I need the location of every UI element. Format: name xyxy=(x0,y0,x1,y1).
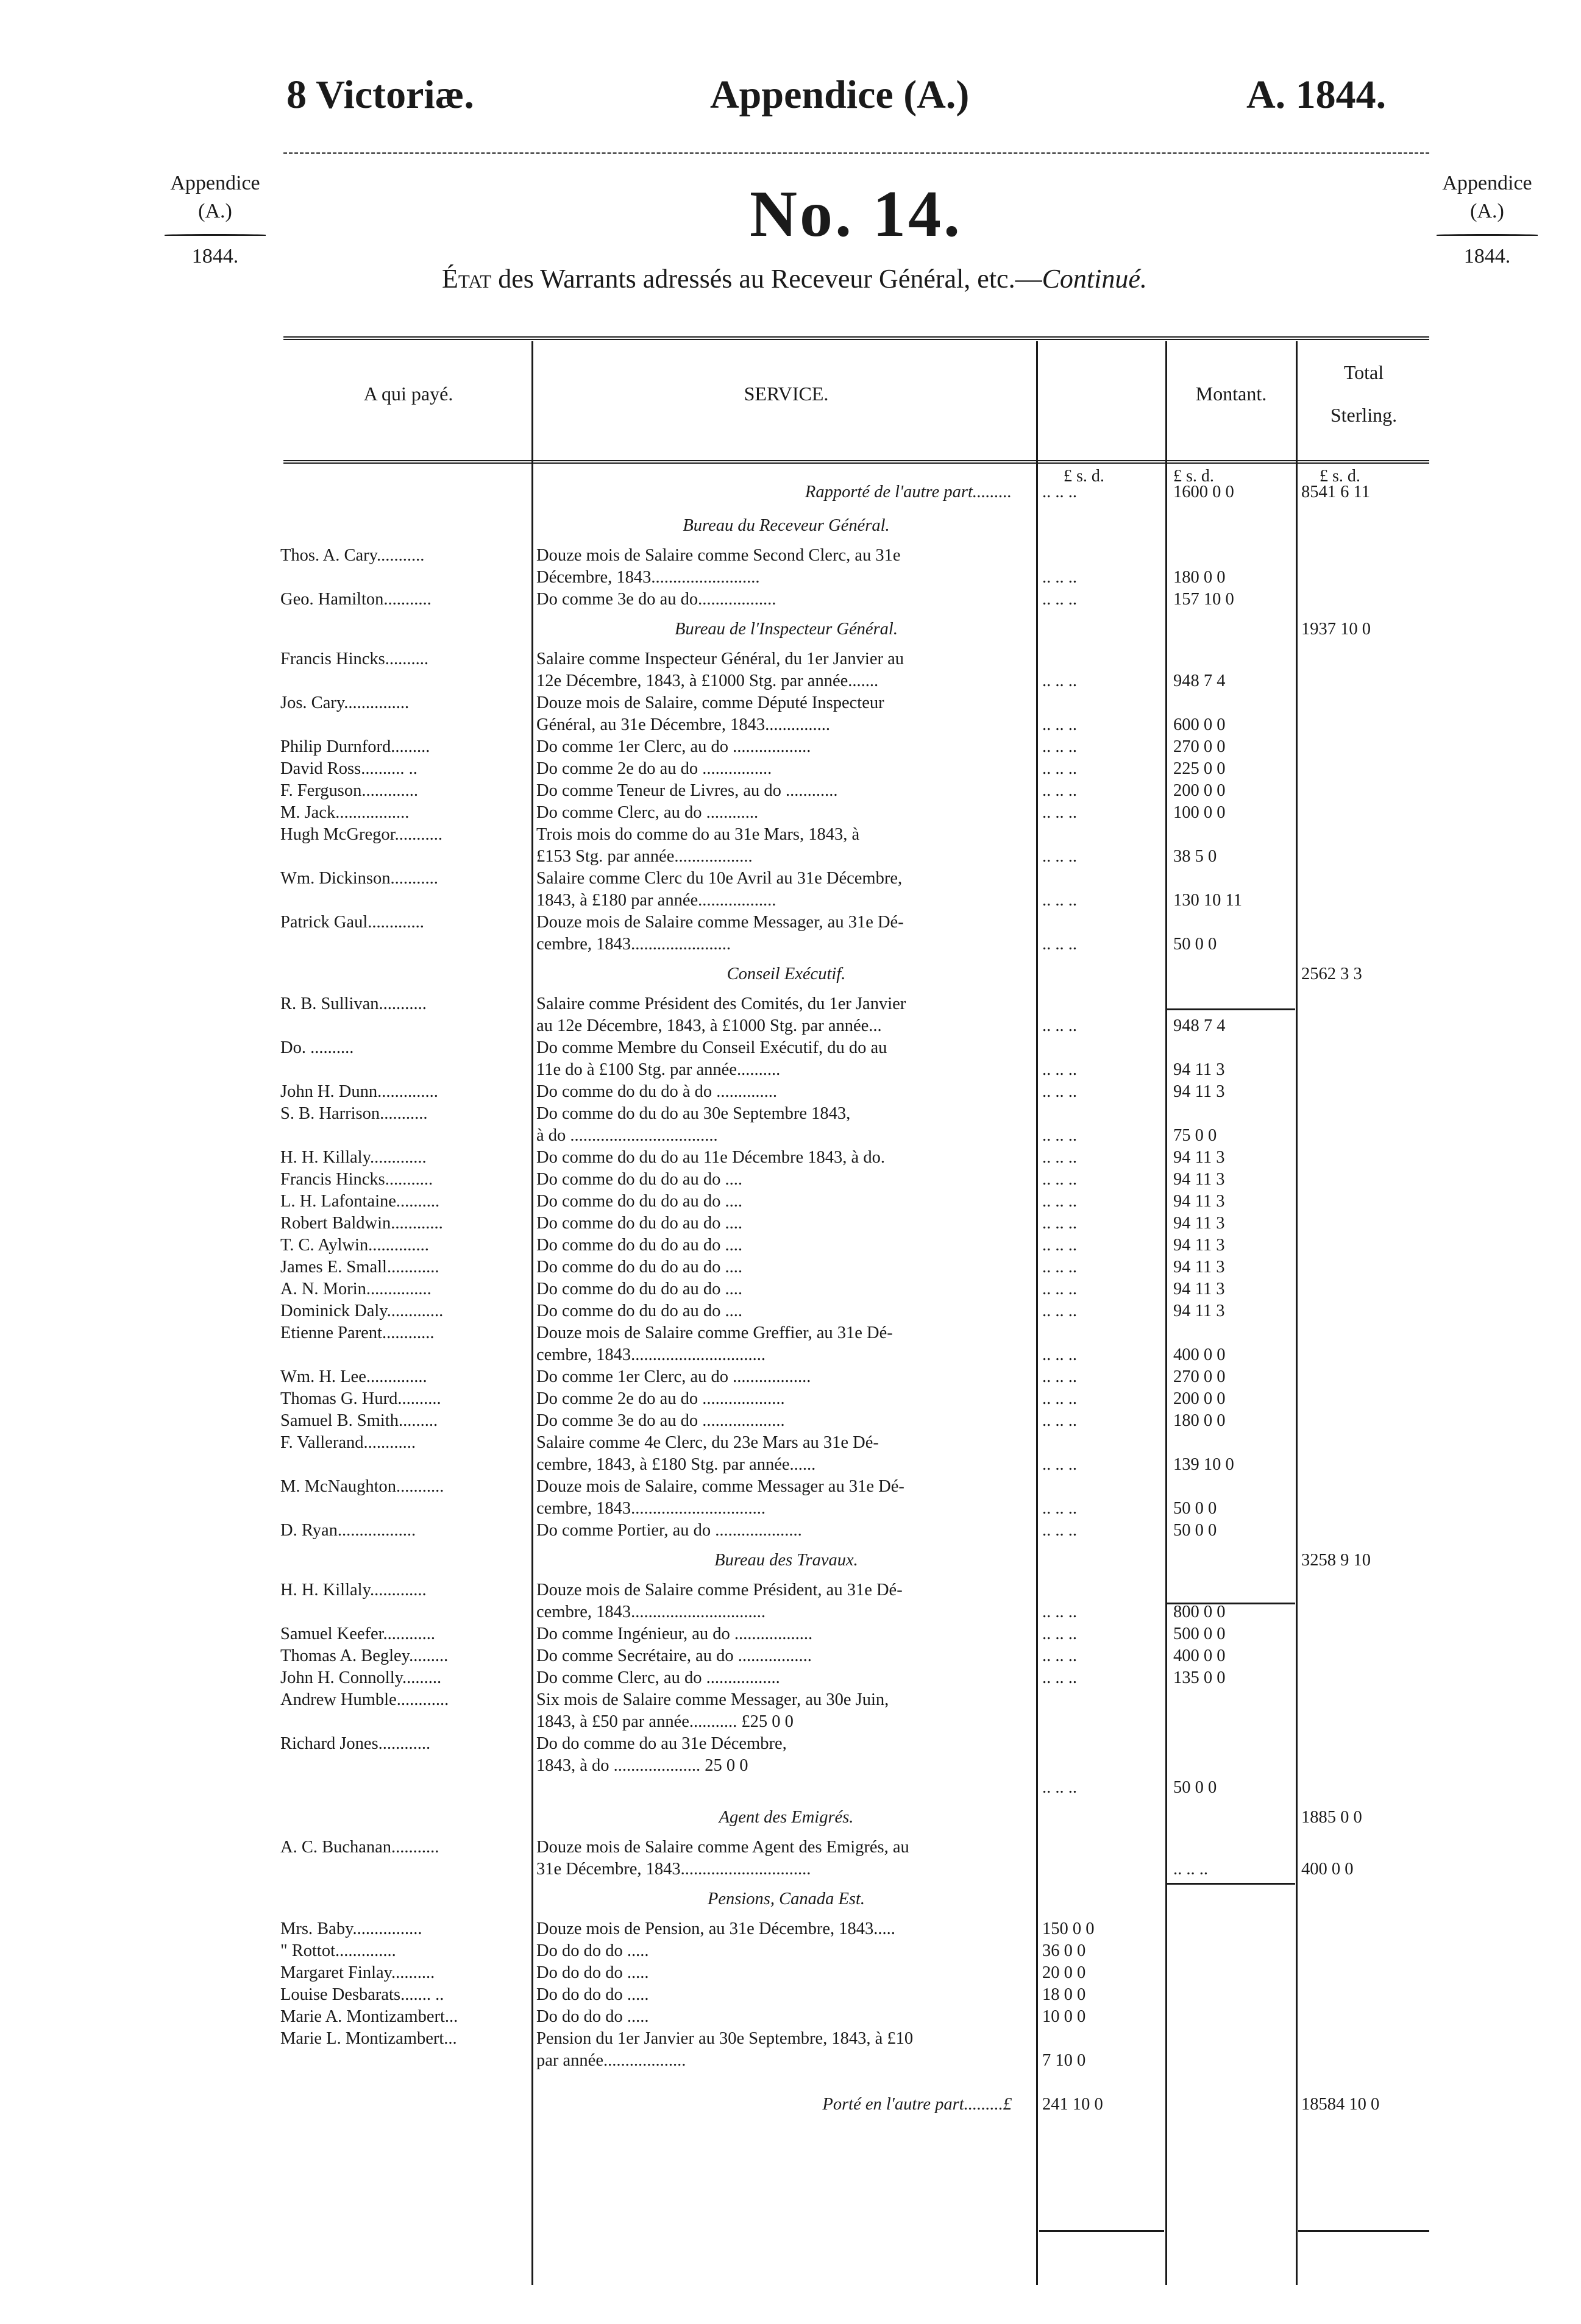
sub-amount: .. .. .. xyxy=(1042,590,1077,609)
service-text: Do do comme do au 31e Décembre, xyxy=(536,1734,787,1753)
service-text: Do do do do ..... xyxy=(536,1963,649,1982)
payee-name: Samuel Keefer............ xyxy=(280,1624,436,1643)
amount-value: 139 10 0 xyxy=(1173,1455,1234,1474)
sub-amount: .. .. .. xyxy=(1042,1236,1077,1255)
amount-value: 225 0 0 xyxy=(1173,759,1226,778)
table-row xyxy=(0,2006,1581,2028)
service-text: Salaire comme Clerc du 10e Avril au 31e Décembre, xyxy=(536,869,903,888)
amount-value: 270 0 0 xyxy=(1173,737,1226,756)
service-text: Do do do do ..... xyxy=(536,1941,649,1960)
table-row xyxy=(0,2028,1581,2050)
sub-amount: .. .. .. xyxy=(1042,1499,1077,1518)
table-row xyxy=(0,1984,1581,2006)
service-text: Do comme do du do au do .... xyxy=(536,1280,742,1298)
sub-amount: .. .. .. xyxy=(1042,715,1077,734)
payee-name: " Rottot.............. xyxy=(280,1941,396,1960)
subtotal-rule xyxy=(1298,2230,1429,2232)
payee-name: S. B. Harrison........... xyxy=(280,1104,428,1123)
service-text: Do comme do du do au do .... xyxy=(536,1214,742,1233)
amount-value: 270 0 0 xyxy=(1173,1367,1226,1386)
table-row xyxy=(0,1081,1581,1103)
table-top-rule xyxy=(283,336,1429,340)
header-rule xyxy=(283,152,1429,154)
sub-amount: .. .. .. xyxy=(1042,1302,1077,1320)
sub-amount: .. .. .. xyxy=(1042,1646,1077,1665)
side-note-left-line2: (A.) xyxy=(198,199,232,222)
service-text: Do comme Clerc, au do ................. xyxy=(536,1668,780,1687)
service-text: Décembre, 1843......................... xyxy=(536,568,760,587)
service-text: Douze mois de Salaire comme Président, au 31e Dé- xyxy=(536,1581,903,1600)
amount-value: 180 0 0 xyxy=(1173,1411,1226,1430)
amount-value: 50 0 0 xyxy=(1173,1521,1217,1540)
amount-value: 400 0 0 xyxy=(1173,1345,1226,1364)
document-number: No. 14. xyxy=(750,178,962,250)
amount-value: 200 0 0 xyxy=(1173,1389,1226,1408)
sub-amount: .. .. .. xyxy=(1042,1603,1077,1621)
service-text: Do comme do du do à do .............. xyxy=(536,1082,777,1101)
table-row xyxy=(0,714,1581,736)
sub-amount: .. .. .. xyxy=(1042,1280,1077,1298)
sub-amount: .. .. .. xyxy=(1042,1060,1077,1079)
table-row xyxy=(0,589,1581,611)
brace-icon xyxy=(157,225,273,243)
table-row xyxy=(0,1432,1581,1454)
table-row xyxy=(0,1300,1581,1322)
sub-amount: .. .. .. xyxy=(1042,1170,1077,1189)
table-row xyxy=(0,1579,1581,1601)
table-row xyxy=(0,1147,1581,1169)
table-row xyxy=(0,1689,1581,1711)
col-header-total-2: Sterling. xyxy=(1330,404,1398,426)
table-row xyxy=(0,1037,1581,1059)
payee-name: H. H. Killaly............. xyxy=(280,1581,427,1600)
payee-name: Geo. Hamilton........... xyxy=(280,590,432,609)
total-value: 3258 9 10 xyxy=(1301,1551,1371,1570)
subtitle-text: des Warrants adressés au Receveur Général, etc.— xyxy=(498,264,1042,294)
sub-amount: 7 10 0 xyxy=(1042,2051,1086,2070)
payee-name: Andrew Humble............ xyxy=(280,1690,449,1709)
sub-amount: .. .. .. xyxy=(1042,1148,1077,1167)
amount-value: 135 0 0 xyxy=(1173,1668,1226,1687)
service-text: Douze mois de Pension, au 31e Décembre, 1843..... xyxy=(536,1919,895,1938)
etat-word: État xyxy=(442,264,492,294)
service-text: Trois mois do comme do au 31e Mars, 1843, à xyxy=(536,825,860,844)
sub-amount: .. .. .. xyxy=(1042,1126,1077,1145)
payee-name: Jos. Cary............... xyxy=(280,693,410,712)
section-heading-row xyxy=(0,963,1581,985)
sub-amount: .. .. .. xyxy=(1042,1668,1077,1687)
service-text: Pension du 1er Janvier au 30e Septembre, 1843, à £10 xyxy=(536,2029,914,2048)
sub-amount: .. .. .. xyxy=(1042,1521,1077,1540)
service-text: cembre, 1843............................... xyxy=(536,1499,766,1518)
table-row xyxy=(0,758,1581,780)
service-text: Do do do do ..... xyxy=(536,2007,649,2026)
sub-amount: .. .. .. xyxy=(1042,803,1077,822)
sub-amount: .. .. .. xyxy=(1042,671,1077,690)
side-note-left-year: 1844. xyxy=(191,244,239,267)
payee-name: Louise Desbarats....... .. xyxy=(280,1985,444,2004)
service-text: à do .................................. xyxy=(536,1126,718,1145)
carry-row xyxy=(0,481,1581,503)
header-right: A. 1844. xyxy=(1246,73,1387,117)
amount-value: 948 7 4 xyxy=(1173,671,1226,690)
table-row xyxy=(0,1755,1581,1777)
service-text: Do comme 3e do au do ................... xyxy=(536,1411,785,1430)
table-row xyxy=(0,933,1581,955)
table-row xyxy=(0,1858,1581,1880)
amount-value: 94 11 3 xyxy=(1173,1148,1225,1167)
service-text: Do comme 2e do au do ................ xyxy=(536,759,772,778)
amount-value: 50 0 0 xyxy=(1173,935,1217,954)
payee-name: Marie A. Montizambert... xyxy=(280,2007,458,2026)
sub-amount: .. .. .. xyxy=(1042,781,1077,800)
sub-amount: .. .. .. xyxy=(1042,1455,1077,1474)
table-row xyxy=(0,545,1581,567)
service-text: Douze mois de Salaire comme Agent des Emigrés, au xyxy=(536,1838,909,1857)
continue-word: Continué. xyxy=(1042,264,1147,294)
section-heading-row xyxy=(0,1888,1581,1910)
side-note-right-line1: Appendice xyxy=(1442,172,1532,194)
payee-name: H. H. Killaly............. xyxy=(280,1148,427,1167)
amount-value: 600 0 0 xyxy=(1173,715,1226,734)
amount-value: 38 5 0 xyxy=(1173,847,1217,866)
total-value: 2562 3 3 xyxy=(1301,965,1362,983)
table-row xyxy=(0,824,1581,846)
amount-value: 948 7 4 xyxy=(1173,1016,1226,1035)
amount-value: 500 0 0 xyxy=(1173,1624,1226,1643)
payee-name: Etienne Parent............ xyxy=(280,1323,435,1342)
service-text: Do comme Portier, au do .................... xyxy=(536,1521,802,1540)
amount-value: 1600 0 0 xyxy=(1173,483,1234,501)
service-text: Do comme do du do au do .... xyxy=(536,1258,742,1277)
total-value: 1885 0 0 xyxy=(1301,1808,1362,1827)
table-row xyxy=(0,1940,1581,1962)
sub-amount: .. .. .. xyxy=(1042,1082,1077,1101)
sub-amount: .. .. .. xyxy=(1042,1214,1077,1233)
amount-value: 157 10 0 xyxy=(1173,590,1234,609)
sub-amount: .. .. .. xyxy=(1042,737,1077,756)
amount-value: 130 10 11 xyxy=(1173,891,1242,910)
payee-name: Thomas A. Begley......... xyxy=(280,1646,449,1665)
table-row xyxy=(0,846,1581,868)
sub-amount: 10 0 0 xyxy=(1042,2007,1086,2026)
service-text: cembre, 1843....................... xyxy=(536,935,731,954)
amount-value: 75 0 0 xyxy=(1173,1126,1217,1145)
sub-amount: .. .. .. xyxy=(1042,1389,1077,1408)
table-row xyxy=(0,780,1581,802)
service-text: Do comme Teneur de Livres, au do ............ xyxy=(536,781,838,800)
table-row xyxy=(0,1711,1581,1733)
payee-name: A. N. Morin............... xyxy=(280,1280,432,1298)
table-row xyxy=(0,1256,1581,1278)
sub-amount: .. .. .. xyxy=(1042,1192,1077,1211)
table-row xyxy=(0,1278,1581,1300)
service-text: Douze mois de Salaire comme Second Clerc, au 31e xyxy=(536,546,901,565)
payee-name: David Ross.......... .. xyxy=(280,759,417,778)
service-text: cembre, 1843, à £180 Stg. par année...... xyxy=(536,1455,816,1474)
table-row xyxy=(0,1498,1581,1520)
section-heading-row xyxy=(0,1807,1581,1829)
payee-name: Margaret Finlay.......... xyxy=(280,1963,435,1982)
payee-name: Samuel B. Smith......... xyxy=(280,1411,438,1430)
service-text: Douze mois de Salaire comme Greffier, au 31e Dé- xyxy=(536,1323,893,1342)
sub-amount: .. .. .. xyxy=(1042,759,1077,778)
table-row xyxy=(0,1962,1581,1984)
sub-amount: .. .. .. xyxy=(1042,1411,1077,1430)
service-text: Do comme do du do au 11e Décembre 1843, à do. xyxy=(536,1148,885,1167)
amount-value: 94 11 3 xyxy=(1173,1302,1225,1320)
sub-amount: .. .. .. xyxy=(1042,1624,1077,1643)
table-row xyxy=(0,648,1581,670)
document-subtitle xyxy=(442,263,1147,294)
table-row xyxy=(0,890,1581,912)
sub-amount: .. .. .. xyxy=(1042,1258,1077,1277)
side-note-right-year: 1844. xyxy=(1463,244,1511,267)
table-row xyxy=(0,1733,1581,1755)
sub-amount: .. .. .. xyxy=(1042,1778,1077,1797)
table-row xyxy=(0,1103,1581,1125)
payee-name: F. Vallerand............ xyxy=(280,1433,416,1452)
service-text: Douze mois de Salaire, comme Messager au 31e Dé- xyxy=(536,1477,904,1496)
amount-value: 180 0 0 xyxy=(1173,568,1226,587)
table-row xyxy=(0,692,1581,714)
payee-name: Francis Hincks........... xyxy=(280,1170,433,1189)
payee-name: M. McNaughton........... xyxy=(280,1477,444,1496)
service-text: Do comme do du do au do .... xyxy=(536,1192,742,1211)
header-center: Appendice (A.) xyxy=(710,73,970,117)
col-header-total-1: Total xyxy=(1343,361,1384,383)
table-row xyxy=(0,1125,1581,1147)
service-text: 11e do à £100 Stg. par année.......... xyxy=(536,1060,781,1079)
service-text: £153 Stg. par année.................. xyxy=(536,847,753,866)
amount-value: 50 0 0 xyxy=(1173,1778,1217,1797)
lsd-header-total: £ s. d. xyxy=(1320,467,1360,486)
service-text: Salaire comme Inspecteur Général, du 1er Janvier au xyxy=(536,650,904,668)
total-value: 400 0 0 xyxy=(1301,1860,1354,1879)
service-text: Do comme Ingénieur, au do .................. xyxy=(536,1624,813,1643)
service-text: Salaire comme 4e Clerc, du 23e Mars au 31e Dé- xyxy=(536,1433,879,1452)
table-row xyxy=(0,736,1581,758)
subtotal-rule xyxy=(1039,2230,1164,2232)
sub-amount: .. .. .. xyxy=(1042,568,1077,587)
service-text: par année................... xyxy=(536,2051,686,2070)
payee-name: Richard Jones............ xyxy=(280,1734,431,1753)
service-text: Général, au 31e Décembre, 1843............... xyxy=(536,715,830,734)
table-row xyxy=(0,1837,1581,1858)
service-text: Do comme Membre du Conseil Exécutif, du do au xyxy=(536,1038,887,1057)
payee-name: John H. Dunn.............. xyxy=(280,1082,438,1101)
payee-name: Hugh McGregor........... xyxy=(280,825,442,844)
payee-name: F. Ferguson............. xyxy=(280,781,419,800)
table-row xyxy=(0,1918,1581,1940)
table-row xyxy=(0,1388,1581,1410)
section-heading-row xyxy=(0,1550,1581,1571)
amount-value: 94 11 3 xyxy=(1173,1258,1225,1277)
table-row xyxy=(0,1476,1581,1498)
payee-name: Marie L. Montizambert... xyxy=(280,2029,457,2048)
amount-value: 200 0 0 xyxy=(1173,781,1226,800)
table-row xyxy=(0,1344,1581,1366)
amount-value: 94 11 3 xyxy=(1173,1082,1225,1101)
payee-name: Do. .......... xyxy=(280,1038,354,1057)
table-row xyxy=(0,1623,1581,1645)
sub-amount: 150 0 0 xyxy=(1042,1919,1095,1938)
table-row xyxy=(0,1213,1581,1235)
header-left: 8 Victoriæ. xyxy=(286,73,474,117)
amount-value: 100 0 0 xyxy=(1173,803,1226,822)
service-text: cembre, 1843............................... xyxy=(536,1345,766,1364)
table-row xyxy=(0,1366,1581,1388)
service-text: Do comme do du do au 30e Septembre 1843, xyxy=(536,1104,851,1123)
service-text: Do comme 2e do au do ................... xyxy=(536,1389,785,1408)
payee-name: Wm. H. Lee.............. xyxy=(280,1367,427,1386)
section-title: Agent des Emigrés. xyxy=(719,1808,854,1827)
section-title: Conseil Exécutif. xyxy=(727,965,846,983)
payee-name: Robert Baldwin............ xyxy=(280,1214,443,1233)
section-title: Pensions, Canada Est. xyxy=(707,1890,865,1908)
carry-row xyxy=(0,2094,1581,2116)
payee-name: Wm. Dickinson........... xyxy=(280,869,438,888)
payee-name: James E. Small............ xyxy=(280,1258,439,1277)
service-text: au 12e Décembre, 1843, à £1000 Stg. par année... xyxy=(536,1016,882,1035)
table-row xyxy=(0,1410,1581,1432)
service-text: Do do do do ..... xyxy=(536,1985,649,2004)
table-row xyxy=(0,1191,1581,1213)
sub-amount: .. .. .. xyxy=(1042,1345,1077,1364)
service-text: 31e Décembre, 1843.............................. xyxy=(536,1860,811,1879)
payee-name: Thos. A. Cary........... xyxy=(280,546,425,565)
total-value: 8541 6 11 xyxy=(1301,483,1370,501)
payee-name: Philip Durnford......... xyxy=(280,737,430,756)
table-row xyxy=(0,2050,1581,2072)
service-text: 1843, à £180 par année.................. xyxy=(536,891,776,910)
payee-name: Patrick Gaul............. xyxy=(280,913,424,932)
table-row xyxy=(0,567,1581,589)
service-text: Do comme 1er Clerc, au do .................. xyxy=(536,1367,811,1386)
sub-amount: 36 0 0 xyxy=(1042,1941,1086,1960)
amount-value: 94 11 3 xyxy=(1173,1214,1225,1233)
col-header-amount: Montant. xyxy=(1195,383,1267,405)
side-note-right-line2: (A.) xyxy=(1470,199,1504,222)
amount-value: 94 11 3 xyxy=(1173,1170,1225,1189)
service-text: 12e Décembre, 1843, à £1000 Stg. par année....... xyxy=(536,671,879,690)
service-text: Six mois de Salaire comme Messager, au 30e Juin, xyxy=(536,1690,889,1709)
amount-value: 400 0 0 xyxy=(1173,1646,1226,1665)
amount-value: 800 0 0 xyxy=(1173,1603,1226,1621)
payee-name: Francis Hincks.......... xyxy=(280,650,429,668)
col-header-payee: A qui payé. xyxy=(363,383,453,405)
subtotal-rule xyxy=(1167,1883,1295,1885)
service-text: Do comme do du do au do .... xyxy=(536,1170,742,1189)
service-text: Do comme Secrétaire, au do ................. xyxy=(536,1646,812,1665)
section-heading-row xyxy=(0,618,1581,640)
sub-amount: .. .. .. xyxy=(1042,1367,1077,1386)
brace-icon xyxy=(1429,225,1545,243)
table-row xyxy=(0,868,1581,890)
table-row xyxy=(0,1059,1581,1081)
service-text: Do comme do du do au do .... xyxy=(536,1236,742,1255)
table-row xyxy=(0,1645,1581,1667)
total-value: 1937 10 0 xyxy=(1301,620,1371,639)
side-note-left-line1: Appendice xyxy=(170,172,260,194)
sub-amount: .. .. .. xyxy=(1042,483,1077,501)
section-title: Bureau des Travaux. xyxy=(714,1551,858,1570)
payee-name: M. Jack................. xyxy=(280,803,410,822)
payee-name: Dominick Daly............. xyxy=(280,1302,444,1320)
sub-amount: .. .. .. xyxy=(1042,847,1077,866)
carry-label: Rapporté de l'autre part......... xyxy=(805,483,1012,501)
table-row xyxy=(0,1520,1581,1542)
service-text: Do comme 1er Clerc, au do .................. xyxy=(536,737,811,756)
payee-name: Thomas G. Hurd.......... xyxy=(280,1389,441,1408)
service-text: Do comme do du do au do .... xyxy=(536,1302,742,1320)
col-header-service: SERVICE. xyxy=(744,383,829,405)
service-text: cembre, 1843............................... xyxy=(536,1603,766,1621)
payee-name: L. H. Lafontaine.......... xyxy=(280,1192,440,1211)
table-row xyxy=(0,1322,1581,1344)
table-row xyxy=(0,1667,1581,1689)
service-text: Douze mois de Salaire, comme Député Inspecteur xyxy=(536,693,884,712)
carry-label: Porté en l'autre part.........£ xyxy=(822,2095,1012,2114)
service-text: Do comme Clerc, au do ............ xyxy=(536,803,759,822)
service-text: Salaire comme Président des Comités, du 1er Janvier xyxy=(536,994,906,1013)
table-row xyxy=(0,1235,1581,1256)
total-value: 18584 10 0 xyxy=(1301,2095,1380,2114)
amount-value: 50 0 0 xyxy=(1173,1499,1217,1518)
sub-amount: 241 10 0 xyxy=(1042,2095,1103,2114)
service-text: 1843, à do .................... 25 0 0 xyxy=(536,1756,748,1775)
sub-amount: 18 0 0 xyxy=(1042,1985,1086,2004)
table-row xyxy=(0,1777,1581,1799)
table-row xyxy=(0,1454,1581,1476)
sub-amount: .. .. .. xyxy=(1042,1016,1077,1035)
lsd-header-sub: £ s. d. xyxy=(1064,467,1104,486)
table-row xyxy=(0,1015,1581,1037)
side-note-left xyxy=(157,169,273,271)
payee-name: T. C. Aylwin.............. xyxy=(280,1236,429,1255)
sub-amount: .. .. .. xyxy=(1042,935,1077,954)
service-text: Douze mois de Salaire comme Messager, au 31e Dé- xyxy=(536,913,904,932)
table-row xyxy=(0,670,1581,692)
side-note-right xyxy=(1429,169,1545,271)
payee-name: A. C. Buchanan........... xyxy=(280,1838,439,1857)
table-row xyxy=(0,993,1581,1015)
amount-value: 94 11 3 xyxy=(1173,1060,1225,1079)
sub-amount: 20 0 0 xyxy=(1042,1963,1086,1982)
table-row xyxy=(0,912,1581,933)
section-heading-row xyxy=(0,515,1581,537)
payee-name: John H. Connolly......... xyxy=(280,1668,442,1687)
amount-value: 94 11 3 xyxy=(1173,1280,1225,1298)
section-title: Bureau du Receveur Général. xyxy=(683,516,890,535)
sub-amount: .. .. .. xyxy=(1042,891,1077,910)
service-text: 1843, à £50 par année........... £25 0 0 xyxy=(536,1712,794,1731)
table-header-rule xyxy=(283,460,1429,464)
amount-value: .. .. .. xyxy=(1173,1860,1208,1879)
lsd-header-amount: £ s. d. xyxy=(1173,467,1214,486)
amount-value: 94 11 3 xyxy=(1173,1236,1225,1255)
payee-name: D. Ryan.................. xyxy=(280,1521,416,1540)
section-title: Bureau de l'Inspecteur Général. xyxy=(675,620,898,639)
table-row xyxy=(0,1169,1581,1191)
service-text: Do comme 3e do au do.................. xyxy=(536,590,776,609)
table-row xyxy=(0,802,1581,824)
payee-name: R. B. Sullivan........... xyxy=(280,994,427,1013)
payee-name: Mrs. Baby................ xyxy=(280,1919,422,1938)
table-row xyxy=(0,1601,1581,1623)
amount-value: 94 11 3 xyxy=(1173,1192,1225,1211)
